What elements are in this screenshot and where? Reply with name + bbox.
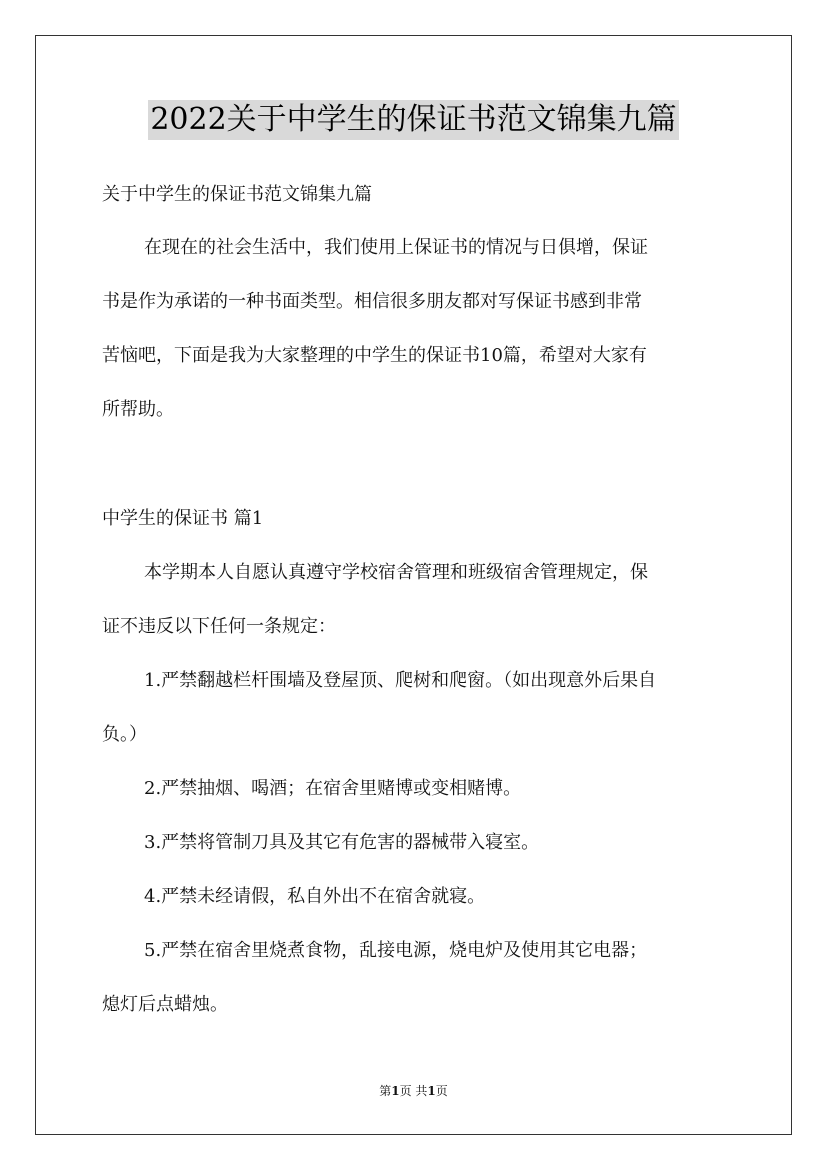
document-title: 2022关于中学生的保证书范文锦集九篇 [148,100,678,140]
rule-item-5-continued: 熄灯后点蜡烛。 [102,994,228,1015]
footer-page-prefix: 第 [379,1084,392,1098]
paragraph-line: 在现在的社会生活中，我们使用上保证书的情况与日俱增，保证 [144,237,648,258]
rule-item-1-continued: 负。） [102,724,147,745]
rule-item-1: 1.严禁翻越栏杆围墙及登屋顶、爬树和爬窗。（如出现意外后果自 [144,670,657,691]
rule-item-5: 5.严禁在宿舍里烧煮食物，乱接电源，烧电炉及使用其它电器； [144,940,648,961]
subtitle-line: 关于中学生的保证书范文锦集九篇 [102,184,372,205]
paragraph-line: 书是作为承诺的一种书面类型。相信很多朋友都对写保证书感到非常 [102,291,642,312]
paragraph-line: 所帮助。 [102,399,174,420]
footer-page-mid: 页 共 [399,1084,428,1098]
paragraph-line: 证不违反以下任何一条规定： [102,616,336,637]
footer-page-current: 1 [391,1084,400,1098]
title-container [0,100,827,140]
rule-item-3: 3.严禁将管制刀具及其它有危害的器械带入寝室。 [144,832,540,853]
footer-page-total: 1 [427,1084,436,1098]
rule-item-2: 2.严禁抽烟、喝酒；在宿舍里赌博或变相赌博。 [144,778,522,799]
rule-item-4: 4.严禁未经请假，私自外出不在宿舍就寝。 [144,886,486,907]
page-footer [0,1083,827,1099]
footer-page-suffix: 页 [435,1084,448,1098]
section-heading: 中学生的保证书 篇1 [102,508,264,529]
paragraph-line: 苦恼吧，下面是我为大家整理的中学生的保证书10篇，希望对大家有 [102,345,647,366]
paragraph-line: 本学期本人自愿认真遵守学校宿舍管理和班级宿舍管理规定，保 [144,562,648,583]
